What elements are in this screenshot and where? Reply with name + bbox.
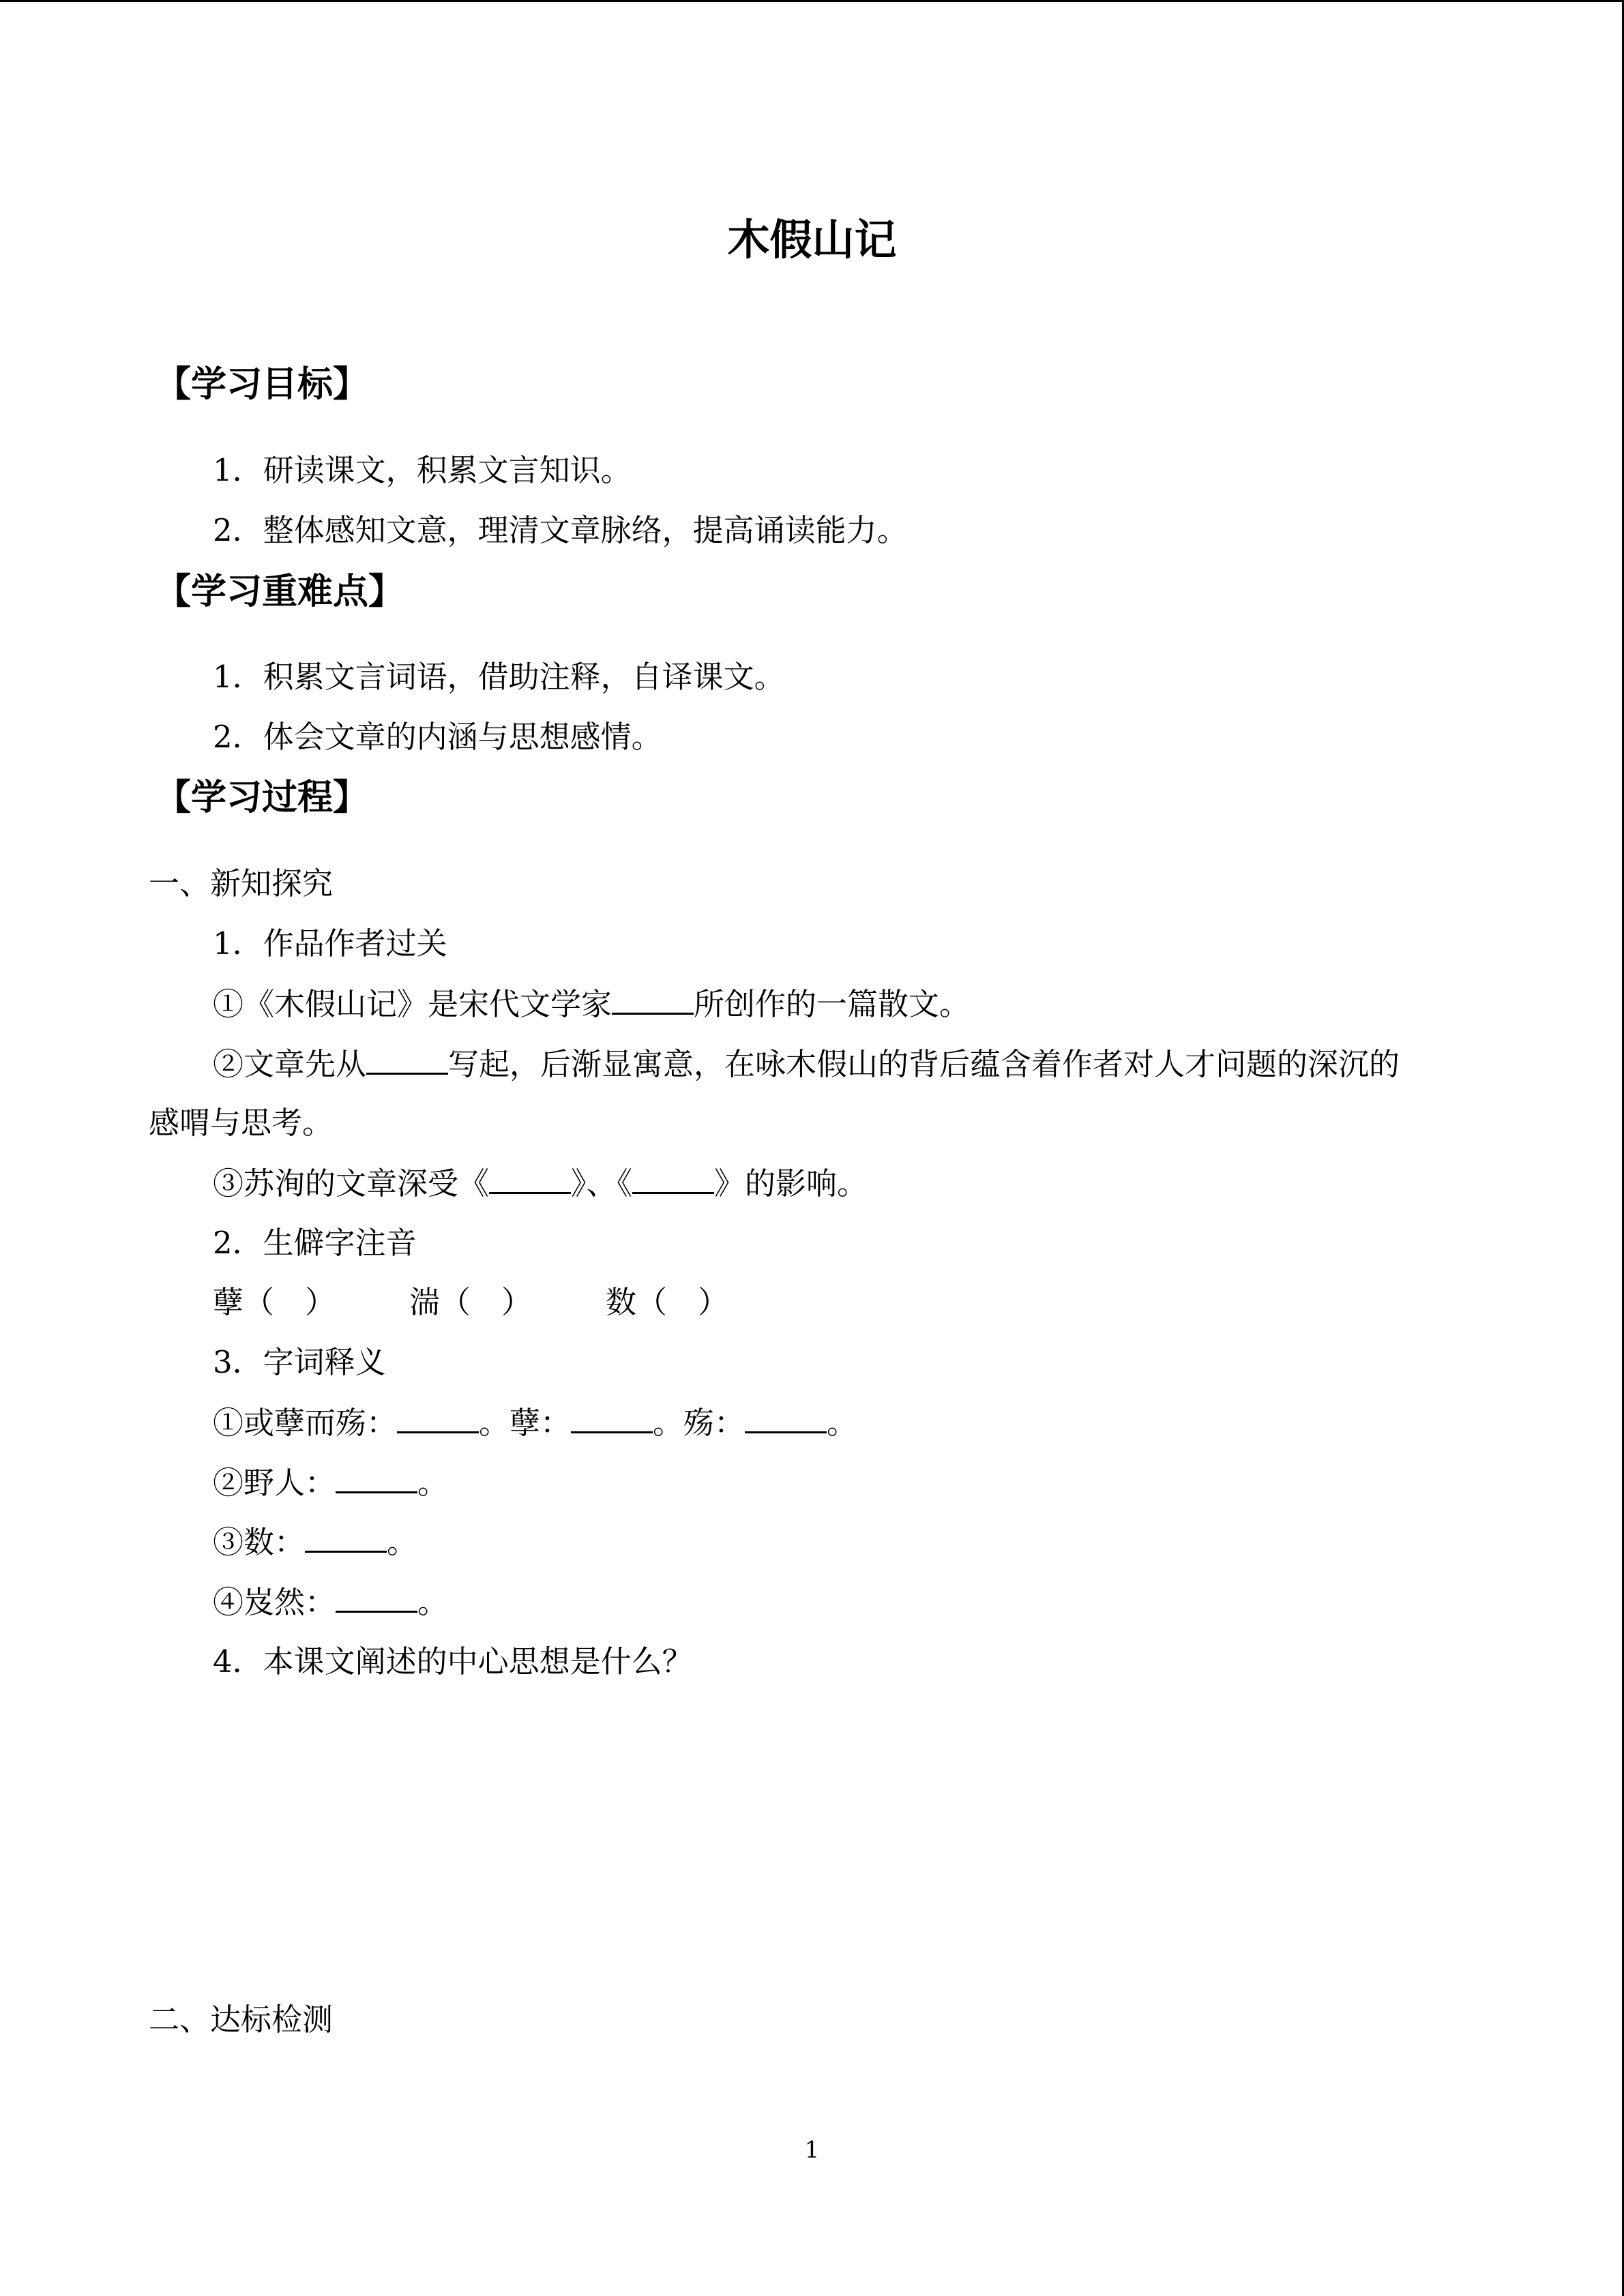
pinyin-item: 湍（ ）	[409, 1284, 533, 1320]
answer-blank[interactable]	[397, 1404, 479, 1433]
question-2-label: 2．生僻字注音	[213, 1225, 417, 1261]
answer-blank[interactable]	[745, 1404, 827, 1433]
page-number: 1	[804, 2136, 820, 2164]
question-1b: ②文章先从 写起，后渐显寓意，在咏木假山的背后蕴含着作者对人才问题的深沉的	[213, 1046, 1400, 1082]
objective-item: 2．整体感知文意，理清文章脉络，提高诵读能力。	[213, 512, 908, 548]
key-point-item: 1．积累文言词语，借助注释，自译课文。	[213, 659, 785, 695]
question-4-label: 4．本课文阐述的中心思想是什么？	[213, 1643, 693, 1680]
question-1a: ①《木假山记》是宋代文学家 所创作的一篇散文。	[213, 986, 971, 1022]
page-title: 木假山记	[727, 215, 897, 265]
question-1-label: 1．作品作者过关	[213, 925, 447, 961]
answer-blank[interactable]	[489, 1165, 571, 1194]
pinyin-item: 孽（ ）	[213, 1284, 336, 1320]
answer-blank[interactable]	[612, 985, 694, 1015]
question-1c: ③苏洵的文章深受《 》、《 》的影响。	[213, 1165, 868, 1202]
key-point-item: 2．体会文章的内涵与思想感情。	[213, 719, 662, 755]
answer-blank[interactable]	[336, 1583, 417, 1613]
question-1b-continued: 感喟与思考。	[149, 1105, 334, 1141]
answer-blank[interactable]	[305, 1523, 387, 1553]
answer-blank[interactable]	[336, 1464, 417, 1493]
key-points-heading: 【学习重难点】	[156, 571, 404, 612]
objective-item: 1．研读课文，积累文言知识。	[213, 452, 632, 488]
pinyin-item: 数（ ）	[606, 1284, 729, 1320]
question-3d: ④岌然： 。	[213, 1584, 449, 1620]
process-heading: 【学习过程】	[156, 777, 369, 818]
section-heading-new-knowledge: 一、新知探究	[149, 865, 334, 901]
question-3c: ③数： 。	[213, 1524, 418, 1560]
question-3-label: 3．字词释义	[213, 1344, 386, 1380]
objectives-heading: 【学习目标】	[156, 364, 369, 405]
section-heading-assessment: 二、达标检测	[149, 2001, 334, 2038]
answer-blank[interactable]	[571, 1404, 653, 1433]
answer-blank[interactable]	[632, 1165, 714, 1194]
question-3a: ①或孽而殇： 。孽： 。殇： 。	[213, 1405, 858, 1441]
question-3b: ②野人： 。	[213, 1465, 449, 1501]
answer-blank[interactable]	[366, 1045, 448, 1075]
